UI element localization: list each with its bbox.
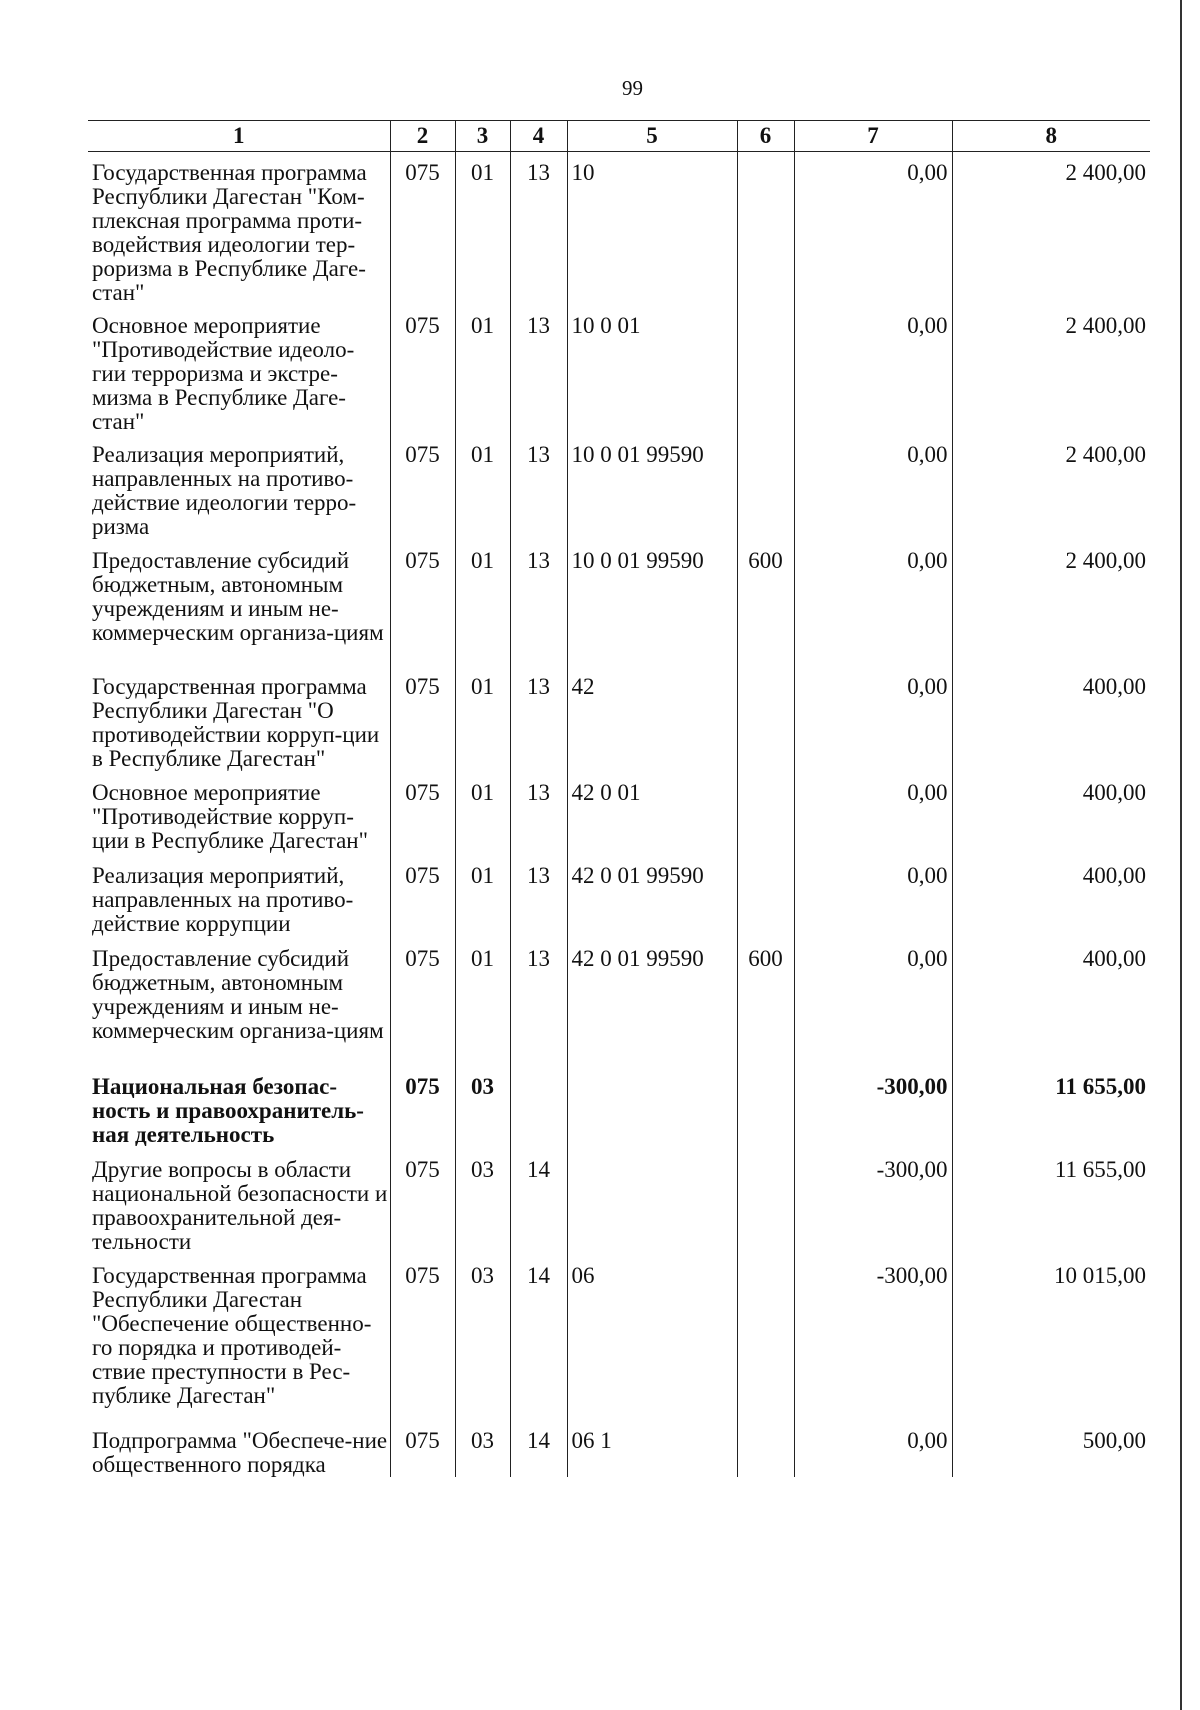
subsection-cell: 14: [510, 1420, 567, 1477]
col-header-1: 1: [88, 121, 390, 152]
subsection-cell: 13: [510, 938, 567, 1066]
expense-type-cell: [737, 305, 794, 434]
section-cell: 01: [455, 938, 510, 1066]
subsection-cell: 13: [510, 772, 567, 855]
section-cell: 01: [455, 772, 510, 855]
row-name-cell: Предоставление субсидий бюджетным, автономным учреждениям и иным не-коммерческим организа-циям: [88, 938, 390, 1066]
target-article-cell: 42: [567, 666, 737, 772]
table-row: [88, 855, 1150, 938]
subsection-cell: 13: [510, 305, 567, 434]
table-body: [88, 152, 1150, 1478]
table-row: [88, 540, 1150, 666]
row-name-cell: Другие вопросы в области национальной безопасности и правоохранительной дея-тельности: [88, 1149, 390, 1255]
expense-type-cell: [737, 1066, 794, 1149]
admin-code-cell: 075: [390, 1420, 455, 1477]
change-amount-cell: -300,00: [794, 1255, 952, 1420]
total-amount-cell: 2 400,00: [952, 540, 1150, 666]
expense-type-cell: [737, 1420, 794, 1477]
admin-code-cell: 075: [390, 152, 455, 306]
row-name-cell: Предоставление субсидий бюджетным, автономным учреждениям и иным не-коммерческим организа-циям: [88, 540, 390, 666]
change-amount-cell: 0,00: [794, 938, 952, 1066]
table-row: [88, 1066, 1150, 1149]
table-row: [88, 1420, 1150, 1477]
row-name-cell: Реализация мероприятий, направленных на противо-действие коррупции: [88, 855, 390, 938]
table-row: [88, 434, 1150, 540]
expense-type-cell: [737, 855, 794, 938]
admin-code-cell: 075: [390, 540, 455, 666]
total-amount-cell: 2 400,00: [952, 305, 1150, 434]
subsection-cell: [510, 1066, 567, 1149]
admin-code-cell: 075: [390, 1255, 455, 1420]
row-name-cell: Основное мероприятие "Противодействие корруп-ции в Республике Дагестан": [88, 772, 390, 855]
table-row: [88, 772, 1150, 855]
subsection-cell: 14: [510, 1149, 567, 1255]
section-cell: 01: [455, 152, 510, 306]
total-amount-cell: 500,00: [952, 1420, 1150, 1477]
section-cell: 01: [455, 855, 510, 938]
admin-code-cell: 075: [390, 772, 455, 855]
target-article-cell: 06 1: [567, 1420, 737, 1477]
table-header-row: [88, 121, 1150, 152]
total-amount-cell: 11 655,00: [952, 1066, 1150, 1149]
section-cell: 01: [455, 540, 510, 666]
target-article-cell: [567, 1066, 737, 1149]
admin-code-cell: 075: [390, 1066, 455, 1149]
subsection-cell: 13: [510, 855, 567, 938]
target-article-cell: 42 0 01 99590: [567, 855, 737, 938]
change-amount-cell: 0,00: [794, 305, 952, 434]
total-amount-cell: 400,00: [952, 666, 1150, 772]
change-amount-cell: 0,00: [794, 540, 952, 666]
expense-type-cell: [737, 666, 794, 772]
budget-table: [88, 120, 1150, 1477]
target-article-cell: 10 0 01 99590: [567, 434, 737, 540]
row-name-cell: Национальная безопас-ность и правоохранитель-ная деятельность: [88, 1066, 390, 1149]
target-article-cell: 10: [567, 152, 737, 306]
target-article-cell: 42 0 01: [567, 772, 737, 855]
total-amount-cell: 2 400,00: [952, 434, 1150, 540]
change-amount-cell: 0,00: [794, 434, 952, 540]
table-row: [88, 1255, 1150, 1420]
col-header-6: 6: [737, 121, 794, 152]
change-amount-cell: 0,00: [794, 152, 952, 306]
admin-code-cell: 075: [390, 1149, 455, 1255]
total-amount-cell: 400,00: [952, 855, 1150, 938]
table-row: [88, 1149, 1150, 1255]
expense-type-cell: 600: [737, 540, 794, 666]
section-cell: 03: [455, 1066, 510, 1149]
section-cell: 01: [455, 666, 510, 772]
change-amount-cell: 0,00: [794, 1420, 952, 1477]
row-name-cell: Государственная программа Республики Дагестан "О противодействии корруп-ции в Республике Дагестан": [88, 666, 390, 772]
page-number: 99: [622, 76, 643, 100]
col-header-3: 3: [455, 121, 510, 152]
total-amount-cell: 2 400,00: [952, 152, 1150, 306]
total-amount-cell: 400,00: [952, 938, 1150, 1066]
admin-code-cell: 075: [390, 434, 455, 540]
table-row: [88, 305, 1150, 434]
col-header-7: 7: [794, 121, 952, 152]
expense-type-cell: [737, 772, 794, 855]
table-row: [88, 666, 1150, 772]
subsection-cell: 13: [510, 666, 567, 772]
expense-type-cell: [737, 434, 794, 540]
col-header-8: 8: [952, 121, 1150, 152]
change-amount-cell: 0,00: [794, 855, 952, 938]
target-article-cell: 10 0 01 99590: [567, 540, 737, 666]
total-amount-cell: 400,00: [952, 772, 1150, 855]
change-amount-cell: -300,00: [794, 1149, 952, 1255]
target-article-cell: 42 0 01 99590: [567, 938, 737, 1066]
section-cell: 01: [455, 434, 510, 540]
section-cell: 03: [455, 1149, 510, 1255]
row-name-cell: Государственная программа Республики Дагестан "Ком-плексная программа проти-водействия идеологии тер-роризма в Республике Даге-стан": [88, 152, 390, 306]
admin-code-cell: 075: [390, 666, 455, 772]
expense-type-cell: [737, 152, 794, 306]
admin-code-cell: 075: [390, 305, 455, 434]
col-header-2: 2: [390, 121, 455, 152]
table-row: [88, 152, 1150, 306]
target-article-cell: [567, 1149, 737, 1255]
col-header-5: 5: [567, 121, 737, 152]
section-cell: 03: [455, 1420, 510, 1477]
total-amount-cell: 11 655,00: [952, 1149, 1150, 1255]
row-name-cell: Реализация мероприятий, направленных на противо-действие идеологии терро-ризма: [88, 434, 390, 540]
target-article-cell: 10 0 01: [567, 305, 737, 434]
change-amount-cell: 0,00: [794, 772, 952, 855]
expense-type-cell: 600: [737, 938, 794, 1066]
total-amount-cell: 10 015,00: [952, 1255, 1150, 1420]
subsection-cell: 13: [510, 540, 567, 666]
row-name-cell: Подпрограмма "Обеспече-ние общественного порядка: [88, 1420, 390, 1477]
change-amount-cell: 0,00: [794, 666, 952, 772]
admin-code-cell: 075: [390, 855, 455, 938]
row-name-cell: Основное мероприятие "Противодействие идеоло-гии терроризма и экстре-мизма в Республике Даге-стан": [88, 305, 390, 434]
subsection-cell: 13: [510, 434, 567, 540]
page-edge-line: [1180, 0, 1182, 1710]
target-article-cell: 06: [567, 1255, 737, 1420]
budget-table-container: [88, 120, 1150, 1477]
change-amount-cell: -300,00: [794, 1066, 952, 1149]
section-cell: 01: [455, 305, 510, 434]
subsection-cell: 14: [510, 1255, 567, 1420]
admin-code-cell: 075: [390, 938, 455, 1066]
section-cell: 03: [455, 1255, 510, 1420]
expense-type-cell: [737, 1255, 794, 1420]
subsection-cell: 13: [510, 152, 567, 306]
expense-type-cell: [737, 1149, 794, 1255]
row-name-cell: Государственная программа Республики Дагестан "Обеспечение общественно-го порядка и противодей-ствие преступности в Рес-публике Дагестан": [88, 1255, 390, 1420]
col-header-4: 4: [510, 121, 567, 152]
table-row: [88, 938, 1150, 1066]
